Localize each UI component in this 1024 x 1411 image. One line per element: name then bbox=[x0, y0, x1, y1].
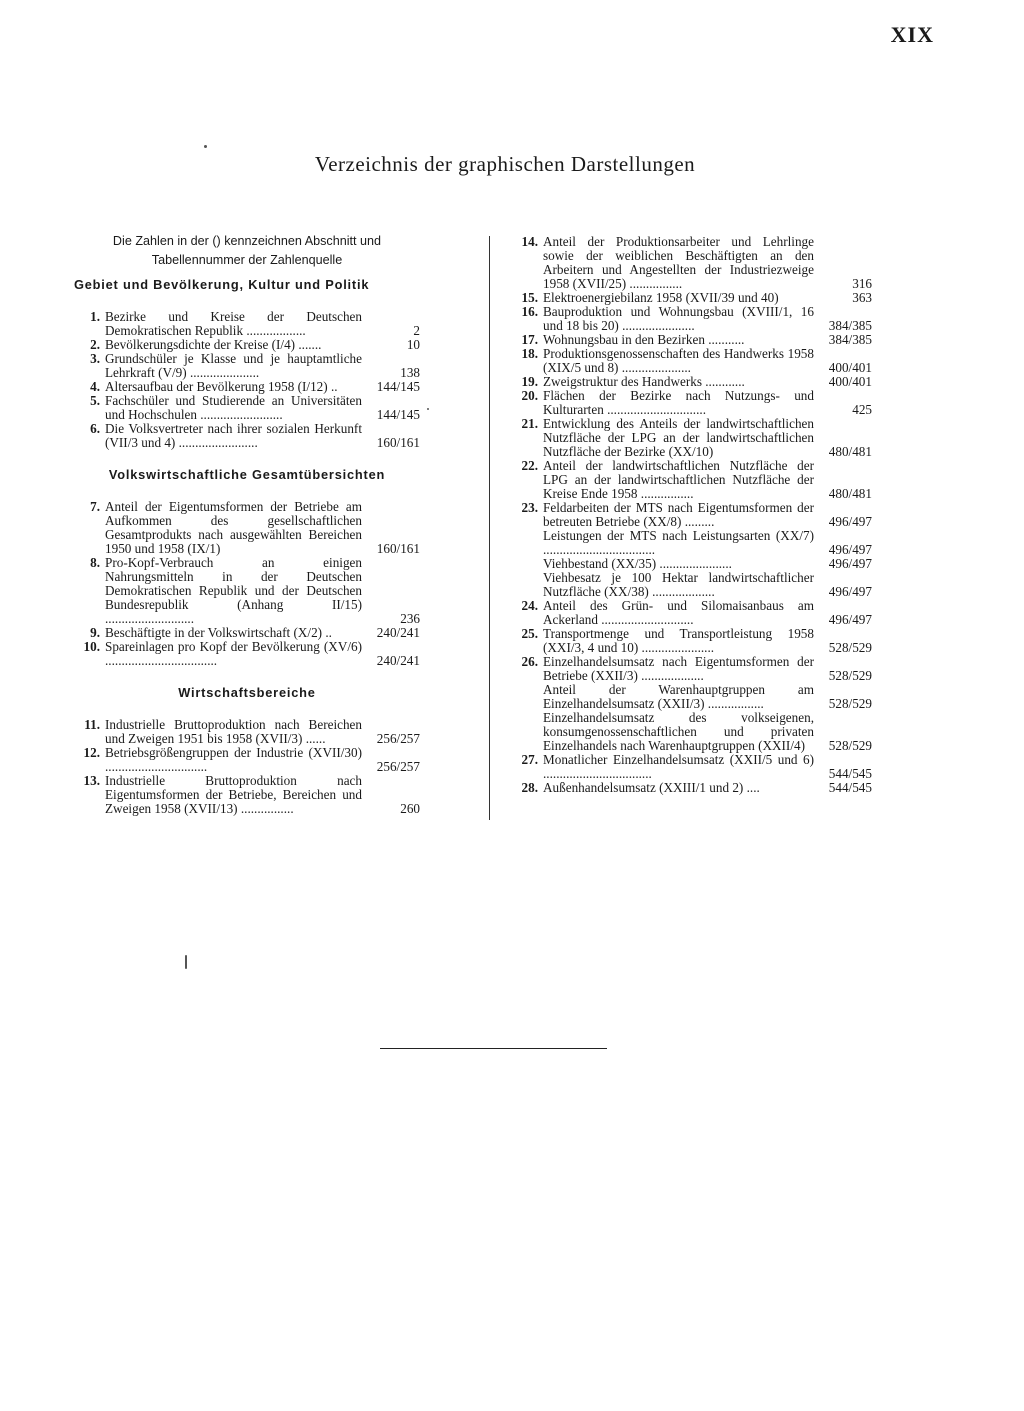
entry-number: 4. bbox=[90, 379, 100, 394]
entry-title: Pro-Kopf-Verbrauch an einigen Nahrungsmitteln in der Deutschen Demokratischen Republik und der Deutschen Bundesrepublik (Anhang II/15) ........................... bbox=[105, 555, 362, 626]
right-column bbox=[506, 235, 872, 795]
toc-entry bbox=[506, 655, 872, 683]
scan-speck bbox=[185, 955, 187, 969]
entry-page: 528/529 bbox=[828, 738, 872, 753]
entry-number: 28. bbox=[521, 780, 538, 795]
toc-entry bbox=[74, 338, 420, 352]
intro-line-1: Die Zahlen in der () kennzeichnen Abschnitt und bbox=[112, 234, 382, 248]
toc-entry bbox=[74, 746, 420, 774]
entry-page: 144/145 bbox=[376, 407, 420, 422]
entry-title: Anteil des Grün- und Silomaisanbaus am Ackerland ............................ bbox=[543, 598, 814, 627]
toc-entry bbox=[74, 422, 420, 450]
entry-page: 256/257 bbox=[376, 759, 420, 774]
toc-entry bbox=[74, 380, 420, 394]
entry-page: 496/497 bbox=[828, 542, 872, 557]
entry-number: 10. bbox=[83, 639, 100, 654]
toc-entry bbox=[506, 501, 872, 529]
footer-rule bbox=[380, 1048, 607, 1049]
entry-title: Anteil der Eigentumsformen der Betriebe am Aufkommen des gesellschaftlichen Gesamtprodukts nach ausgewählten Bereichen 1950 und 1958 (IX/1) bbox=[105, 499, 362, 556]
entry-title: Einzelhandelsumsatz des volkseigenen, konsumgenossenschaftlichen und privaten Einzelhandels nach Warenhauptgruppen (XXII/4) bbox=[543, 710, 814, 753]
intro-note bbox=[74, 232, 420, 270]
entry-page: 496/497 bbox=[828, 514, 872, 529]
section-heading: Gebiet und Bevölkerung, Kultur und Politik bbox=[74, 277, 370, 292]
entry-page: 480/481 bbox=[828, 444, 872, 459]
right-entry-list bbox=[506, 235, 872, 795]
entry-title: Anteil der Warenhauptgruppen am Einzelhandelsumsatz (XXII/3) ................. bbox=[543, 682, 814, 711]
entry-number: 11. bbox=[84, 717, 100, 732]
toc-entry bbox=[506, 305, 872, 333]
toc-entry bbox=[506, 459, 872, 501]
entry-title: Bevölkerungsdichte der Kreise (I/4) ....... bbox=[105, 337, 322, 352]
entry-title: Elektroenergiebilanz 1958 (XVII/39 und 40) bbox=[543, 290, 779, 305]
entry-page: 260 bbox=[400, 801, 420, 816]
entry-title: Anteil der landwirtschaftlichen Nutzfläche der LPG an der landwirtschaftlichen Nutzfläche der Kreise Ende 1958 ................ bbox=[543, 458, 814, 501]
entry-title: Die Volksvertreter nach ihrer sozialen Herkunft (VII/3 und 4) ........................ bbox=[105, 421, 362, 450]
entry-title: Leistungen der MTS nach Leistungsarten (XX/7) .................................. bbox=[543, 528, 814, 557]
entry-title: Spareinlagen pro Kopf der Bevölkerung (XV/6) .................................. bbox=[105, 639, 362, 668]
entry-title: Fachschüler und Studierende an Universitäten und Hochschulen ......................... bbox=[105, 393, 362, 422]
entry-page: 240/241 bbox=[376, 653, 420, 668]
toc-entry bbox=[74, 500, 420, 556]
scan-speck bbox=[427, 408, 429, 410]
entry-title: Außenhandelsumsatz (XXIII/1 und 2) .... bbox=[543, 780, 760, 795]
toc-entry bbox=[74, 394, 420, 422]
entry-number: 3. bbox=[90, 351, 100, 366]
toc-entry bbox=[506, 235, 872, 291]
entry-title: Betriebsgrößengruppen der Industrie (XVII/30) ............................... bbox=[105, 745, 362, 774]
page-title: Verzeichnis der graphischen Darstellungen bbox=[314, 152, 696, 176]
entry-page: 496/497 bbox=[828, 584, 872, 599]
section-heading: Wirtschaftsbereiche bbox=[178, 685, 316, 700]
toc-entry bbox=[506, 571, 872, 599]
entry-page: 363 bbox=[852, 290, 872, 305]
entry-number: 18. bbox=[521, 346, 538, 361]
entry-number: 7. bbox=[90, 499, 100, 514]
toc-entry bbox=[74, 352, 420, 380]
entry-page: 256/257 bbox=[376, 731, 420, 746]
entry-title: Grundschüler je Klasse und je hauptamtliche Lehrkraft (V/9) ..................... bbox=[105, 351, 362, 380]
entry-title: Viehbesatz je 100 Hektar landwirtschaftlicher Nutzfläche (XX/38) ................... bbox=[543, 570, 814, 599]
entry-number: 16. bbox=[521, 304, 538, 319]
entry-number: 5. bbox=[90, 393, 100, 408]
entry-number: 1. bbox=[90, 309, 100, 324]
entry-page: 384/385 bbox=[828, 318, 872, 333]
toc-entry bbox=[506, 781, 872, 795]
entry-number: 13. bbox=[83, 773, 100, 788]
entry-page: 160/161 bbox=[376, 541, 420, 556]
entry-page: 425 bbox=[852, 402, 872, 417]
toc-entry bbox=[506, 389, 872, 417]
entry-title: Einzelhandelsumsatz nach Eigentumsformen der Betriebe (XXII/3) ................... bbox=[543, 654, 814, 683]
entry-title: Entwicklung des Anteils der landwirtschaftlichen Nutzfläche der LPG an der landwirtschaftlichen Nutzfläche der Bezirke (XX/10) bbox=[543, 416, 814, 459]
intro-line-2: Tabellennummer der Zahlenquelle bbox=[151, 253, 343, 267]
entry-number: 26. bbox=[521, 654, 538, 669]
toc-entry bbox=[506, 347, 872, 375]
entry-page: 528/529 bbox=[828, 668, 872, 683]
entry-title: Industrielle Bruttoproduktion nach Bereichen und Zweigen 1951 bis 1958 (XVII/3) ...... bbox=[105, 717, 362, 746]
entry-number: 8. bbox=[90, 555, 100, 570]
toc-entry bbox=[74, 626, 420, 640]
entry-number: 2. bbox=[90, 337, 100, 352]
entry-title: Zweigstruktur des Handwerks ............ bbox=[543, 374, 745, 389]
toc-entry bbox=[506, 291, 872, 305]
entry-page: 240/241 bbox=[376, 625, 420, 640]
toc-entry bbox=[506, 683, 872, 711]
entry-number: 15. bbox=[521, 290, 538, 305]
toc-entry bbox=[74, 310, 420, 338]
section-entry-list bbox=[74, 500, 420, 668]
entry-number: 22. bbox=[521, 458, 538, 473]
left-column bbox=[74, 232, 420, 834]
toc-entry bbox=[506, 599, 872, 627]
entry-page: 384/385 bbox=[828, 332, 872, 347]
section-entry-list bbox=[74, 718, 420, 816]
entry-number: 17. bbox=[521, 332, 538, 347]
entry-number: 23. bbox=[521, 500, 538, 515]
entry-page: 480/481 bbox=[828, 486, 872, 501]
entry-number: 14. bbox=[521, 234, 538, 249]
entry-page: 528/529 bbox=[828, 696, 872, 711]
entry-page: 236 bbox=[400, 611, 420, 626]
entry-page: 400/401 bbox=[828, 360, 872, 375]
entry-page: 496/497 bbox=[828, 556, 872, 571]
entry-title: Transportmenge und Transportleistung 1958 (XXI/3, 4 und 10) ...................... bbox=[543, 626, 814, 655]
entry-title: Produktionsgenossenschaften des Handwerks 1958 (XIX/5 und 8) ..................... bbox=[543, 346, 814, 375]
toc-entry bbox=[506, 753, 872, 781]
entry-title: Flächen der Bezirke nach Nutzungs- und Kulturarten .............................. bbox=[543, 388, 814, 417]
toc-entry bbox=[506, 417, 872, 459]
entry-page: 10 bbox=[406, 337, 420, 352]
section-entry-list bbox=[74, 310, 420, 450]
toc-entry bbox=[506, 333, 872, 347]
entry-number: 25. bbox=[521, 626, 538, 641]
section-heading: Volkswirtschaftliche Gesamtübersichten bbox=[108, 467, 386, 482]
entry-title: Monatlicher Einzelhandelsumsatz (XXII/5 und 6) ................................. bbox=[543, 752, 814, 781]
entry-page: 160/161 bbox=[376, 435, 420, 450]
toc-entry bbox=[506, 375, 872, 389]
entry-number: 21. bbox=[521, 416, 538, 431]
column-divider bbox=[489, 236, 490, 820]
toc-entry bbox=[506, 711, 872, 753]
entry-page: 2 bbox=[413, 323, 420, 338]
toc-entry bbox=[74, 556, 420, 626]
left-sections bbox=[74, 278, 420, 816]
scan-speck bbox=[204, 145, 207, 148]
entry-page: 496/497 bbox=[828, 612, 872, 627]
entry-title: Feldarbeiten der MTS nach Eigentumsformen der betreuten Betriebe (XX/8) ......... bbox=[543, 500, 814, 529]
entry-page: 316 bbox=[852, 276, 872, 291]
toc-entry bbox=[506, 627, 872, 655]
entry-title: Bezirke und Kreise der Deutschen Demokratischen Republik .................. bbox=[105, 309, 362, 338]
toc-entry bbox=[74, 718, 420, 746]
entry-title: Altersaufbau der Bevölkerung 1958 (I/12) .. bbox=[105, 379, 338, 394]
entry-page: 144/145 bbox=[376, 379, 420, 394]
entry-page: 528/529 bbox=[828, 640, 872, 655]
entry-page: 138 bbox=[400, 365, 420, 380]
entry-page: 544/545 bbox=[828, 780, 872, 795]
entry-title: Beschäftigte in der Volkswirtschaft (X/2) .. bbox=[105, 625, 332, 640]
entry-page: 544/545 bbox=[828, 766, 872, 781]
entry-title: Viehbestand (XX/35) ...................... bbox=[543, 556, 732, 571]
entry-title: Wohnungsbau in den Bezirken ........... bbox=[543, 332, 745, 347]
entry-number: 9. bbox=[90, 625, 100, 640]
entry-number: 12. bbox=[83, 745, 100, 760]
entry-title: Bauproduktion und Wohnungsbau (XVIII/1, 16 und 18 bis 20) ...................... bbox=[543, 304, 814, 333]
toc-entry bbox=[506, 557, 872, 571]
entry-title: Anteil der Produktionsarbeiter und Lehrlinge sowie der weiblichen Beschäftigten an den Arbeitern und Angestellten der Industriezweige 1958 (XVII/25) ................ bbox=[543, 234, 814, 291]
entry-number: 20. bbox=[521, 388, 538, 403]
toc-entry bbox=[506, 529, 872, 557]
page-number: XIX bbox=[890, 22, 934, 47]
entry-number: 24. bbox=[521, 598, 538, 613]
toc-entry bbox=[74, 640, 420, 668]
entry-title: Industrielle Bruttoproduktion nach Eigentumsformen der Betriebe, Bereichen und Zweigen 1958 (XVII/13) ................ bbox=[105, 773, 362, 816]
entry-number: 19. bbox=[521, 374, 538, 389]
entry-page: 400/401 bbox=[828, 374, 872, 389]
entry-number: 6. bbox=[90, 421, 100, 436]
toc-entry bbox=[74, 774, 420, 816]
entry-number: 27. bbox=[521, 752, 538, 767]
